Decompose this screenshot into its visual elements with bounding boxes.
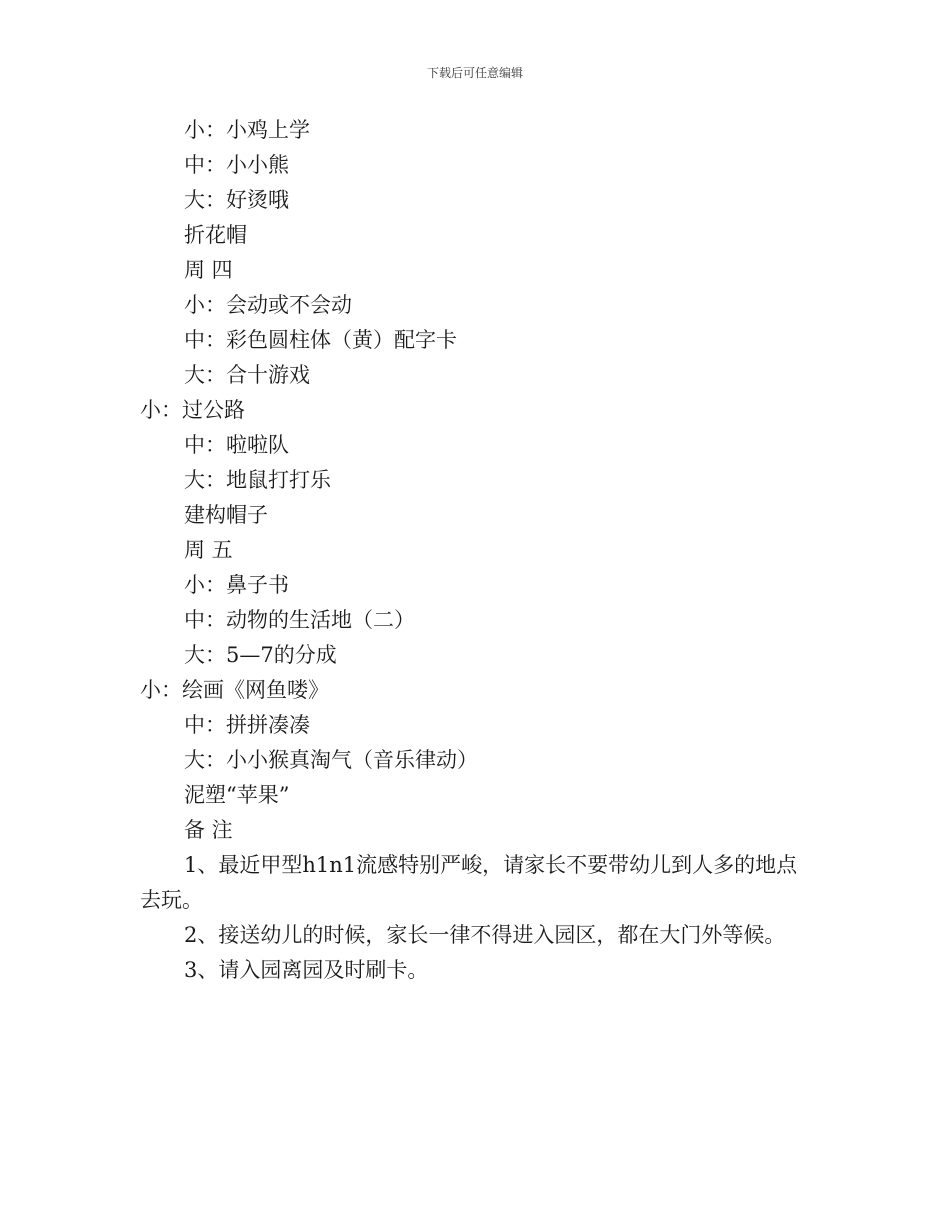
page-header: 下载后可任意编辑	[426, 66, 523, 80]
schedule-line: 中：啦啦队	[184, 433, 289, 457]
schedule-line: 折花帽	[184, 223, 247, 247]
schedule-line: 大：小小猴真淘气（音乐律动）	[184, 748, 478, 772]
schedule-line: 中：彩色圆柱体（黄）配字卡	[184, 328, 457, 352]
weekday-heading: 周 五	[184, 538, 233, 562]
notes-heading: 备 注	[184, 818, 233, 842]
schedule-line: 大：好烫哦	[184, 188, 289, 212]
schedule-line: 小：过公路	[140, 398, 245, 422]
schedule-line: 中：小小熊	[184, 153, 289, 177]
schedule-line: 中：动物的生活地（二）	[184, 608, 415, 632]
schedule-line: 大：合十游戏	[184, 363, 310, 387]
document-body	[140, 113, 820, 988]
schedule-line: 小：小鸡上学	[184, 118, 310, 142]
note-paragraph: 3、请入园离园及时刷卡。	[184, 958, 429, 982]
schedule-line: 小：鼻子书	[184, 573, 289, 597]
schedule-line: 小：绘画《网鱼喽》	[140, 678, 329, 702]
note-paragraph: 1、最近甲型h1n1流感特别严峻，请家长不要带幼儿到人多的地点去玩。	[140, 853, 798, 912]
weekday-heading: 周 四	[184, 258, 233, 282]
schedule-line: 建构帽子	[184, 503, 268, 527]
schedule-line: 大：5—7的分成	[184, 643, 337, 667]
note-paragraph: 2、接送幼儿的时候，家长一律不得进入园区，都在大门外等候。	[184, 923, 786, 947]
schedule-line: 中：拼拼凑凑	[184, 713, 310, 737]
schedule-line: 小：会动或不会动	[184, 293, 352, 317]
schedule-line: 大：地鼠打打乐	[184, 468, 331, 492]
schedule-line: 泥塑“苹果”	[184, 783, 290, 807]
